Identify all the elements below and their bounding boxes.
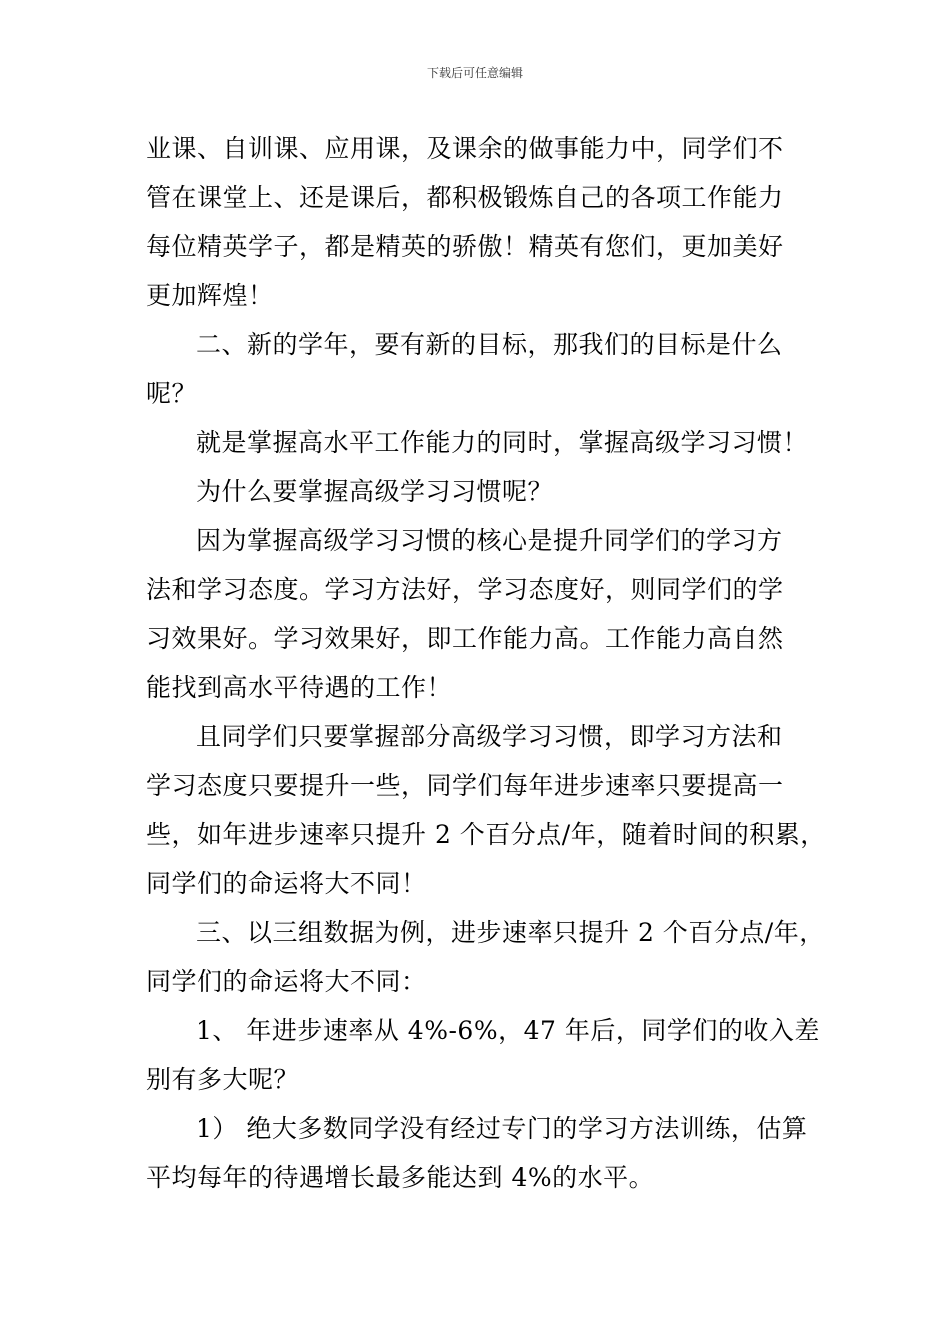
text-line: 同学们的命运将大不同！: [146, 869, 427, 898]
text-line: 学习态度只要提升一些，同学们每年进步速率只要提高一: [146, 771, 784, 800]
text-line: 同学们的命运将大不同：: [146, 967, 427, 996]
page-header: 下载后可任意编辑: [426, 66, 523, 80]
text-line: 管在课堂上、还是课后，都积极锻炼自己的各项工作能力: [146, 183, 784, 212]
text-line: 习效果好。学习效果好，即工作能力高。工作能力高自然: [146, 624, 784, 653]
text-line: 1、 年进步速率从 4%-6%，47 年后，同学们的收入差: [196, 1016, 820, 1045]
document-body: [146, 124, 826, 1202]
text-line: 呢？: [146, 379, 198, 408]
text-line: 能找到高水平待遇的工作！: [146, 673, 453, 702]
text-line: 更加辉煌！: [146, 281, 274, 310]
text-line: 平均每年的待遇增长最多能达到 4%的水平。: [146, 1163, 655, 1192]
text-line: 三、以三组数据为例，进步速率只提升 2 个百分点/年，: [196, 918, 825, 947]
text-line: 每位精英学子，都是精英的骄傲！精英有您们，更加美好: [146, 232, 784, 261]
text-line: 业课、自训课、应用课，及课余的做事能力中，同学们不: [146, 134, 784, 163]
text-line: 为什么要掌握高级学习习惯呢？: [196, 477, 554, 506]
text-line: 1） 绝大多数同学没有经过专门的学习方法训练，估算: [196, 1114, 808, 1143]
text-line: 法和学习态度。学习方法好，学习态度好，则同学们的学: [146, 575, 784, 604]
text-line: 且同学们只要掌握部分高级学习习惯，即学习方法和: [196, 722, 783, 751]
text-line: 二、新的学年，要有新的目标，那我们的目标是什么: [196, 330, 783, 359]
text-line: 别有多大呢？: [146, 1065, 300, 1094]
text-line: 些，如年进步速率只提升 2 个百分点/年，随着时间的积累，: [146, 820, 826, 849]
text-line: 因为掌握高级学习习惯的核心是提升同学们的学习方: [196, 526, 783, 555]
text-line: 就是掌握高水平工作能力的同时，掌握高级学习习惯！: [196, 428, 809, 457]
